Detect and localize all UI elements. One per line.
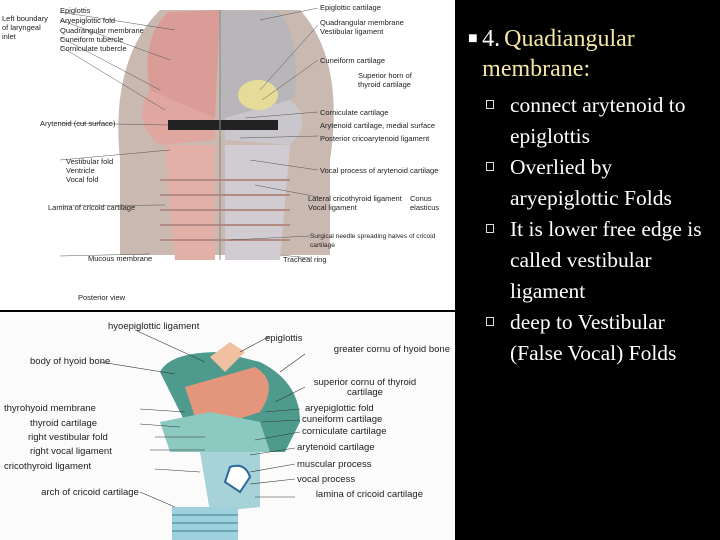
label-thyroid-cartilage: thyroid cartilage	[30, 418, 98, 429]
bullet-text: It is lower free edge is called vestibular ligament	[510, 217, 702, 303]
label-vocal-fold: Vocal fold	[66, 175, 99, 184]
label-epiglottic-cartilage: Epiglottic cartilage	[320, 3, 381, 12]
label-lateral-cricothyroid: Lateral cricothyroid ligament	[308, 194, 402, 203]
list-item	[468, 152, 718, 214]
label-corniculate-tubercle: Corniculate tubercle	[60, 44, 127, 53]
list-item	[468, 307, 718, 369]
label-arytenoid-medial: Arytenoid cartilage, medial surface	[320, 121, 436, 130]
label-posterior-cricoarytenoid: Posterior cricoarytenoid ligament	[320, 134, 430, 143]
slide-title	[468, 24, 718, 84]
bullet-box-icon	[486, 100, 494, 109]
label-arch-cricoid: arch of cricoid cartilage	[41, 487, 139, 498]
label-lamina-cricoid: Lamina of cricoid cartilage	[48, 203, 136, 212]
label-epiglottis: Epiglottis	[60, 6, 91, 15]
label-body-hyoid: body of hyoid bone	[30, 356, 111, 367]
label-right-vestibular-fold: right vestibular fold	[28, 432, 108, 443]
label-arytenoid-cartilage-bottom: arytenoid cartilage	[297, 442, 375, 453]
bullet-text: connect arytenoid to epiglottis	[510, 93, 686, 148]
label-aryepiglottic-fold-bottom: aryepiglottic fold	[305, 403, 374, 414]
label-cuneiform-tubercle: Cuneiform tubercle	[60, 35, 124, 44]
label-vocal-process-bottom: vocal process	[297, 474, 356, 485]
label-corniculate-cartilage: Corniculate cartilage	[320, 108, 389, 117]
bullet-text: Overlied by aryepiglottic Folds	[510, 155, 672, 210]
label-superior-cornu: superior cornu of thyroid cartilage	[313, 377, 417, 398]
label-posterior-view: Posterior view	[78, 293, 126, 302]
label-corniculate-cartilage-bottom: corniculate cartilage	[302, 426, 387, 437]
title-number: 4.	[482, 26, 501, 52]
label-mucous-membrane: Mucous membrane	[88, 254, 153, 263]
label-cuneiform-cartilage-bottom: cuneiform cartilage	[302, 414, 383, 425]
label-laryngeal-inlet: Left boundary of laryngeal inlet	[2, 14, 48, 41]
label-muscular-process: muscular process	[297, 459, 372, 470]
label-epiglottis-bottom: epiglottis	[265, 333, 303, 344]
title-bullet-icon: ■	[468, 30, 478, 47]
label-quadrangular-membrane-right: Quadrangular membrane	[320, 18, 404, 27]
label-cricothyroid-ligament: cricothyroid ligament	[4, 461, 92, 472]
lateral-view-figure	[0, 312, 455, 540]
label-tracheal-ring: Tracheal ring	[283, 255, 327, 264]
slide-text-pane	[468, 24, 718, 369]
label-thyrohyoid-membrane: thyrohyoid membrane	[4, 403, 96, 414]
bullet-box-icon	[486, 162, 494, 171]
label-vocal-process: Vocal process of arytenoid cartilage	[320, 166, 439, 175]
label-right-vocal-ligament: right vocal ligament	[30, 446, 112, 457]
label-vestibular-fold: Vestibular fold	[66, 157, 114, 166]
label-superior-horn-thyroid: Superior horn of thyroid cartilage	[358, 71, 412, 89]
label-conus-elasticus: Conus elasticus	[410, 194, 440, 212]
label-vestibular-ligament: Vestibular ligament	[320, 27, 384, 36]
label-arytenoid-cut: Arytenoid (cut surface)	[40, 119, 116, 128]
label-greater-cornu: greater cornu of hyoid bone	[333, 344, 450, 355]
label-lamina-cricoid-bottom: lamina of cricoid cartilage	[315, 489, 423, 500]
bullet-text: deep to Vestibular (False Vocal) Folds	[510, 310, 677, 365]
label-vocal-ligament: Vocal ligament	[308, 203, 357, 212]
title-text: Quadiangular membrane:	[482, 26, 635, 82]
bullet-box-icon	[486, 317, 494, 326]
label-surgical-needle: Surgical needle spreading halves of cricoid cartilage	[310, 233, 436, 249]
label-hyoepiglottic-ligament: hyoepiglottic ligament	[108, 321, 200, 332]
posterior-view-figure	[0, 0, 455, 310]
label-quadrangular-membrane: Quadrangular membrane	[60, 26, 144, 35]
label-aryepiglottic-fold: Aryepiglottic fold	[60, 16, 116, 25]
list-item	[468, 90, 718, 152]
list-item	[468, 214, 718, 307]
bullet-box-icon	[486, 224, 494, 233]
bullet-list	[468, 90, 718, 369]
label-ventricle: Ventricle	[66, 166, 95, 175]
label-cuneiform-cartilage: Cuneiform cartilage	[320, 56, 386, 65]
